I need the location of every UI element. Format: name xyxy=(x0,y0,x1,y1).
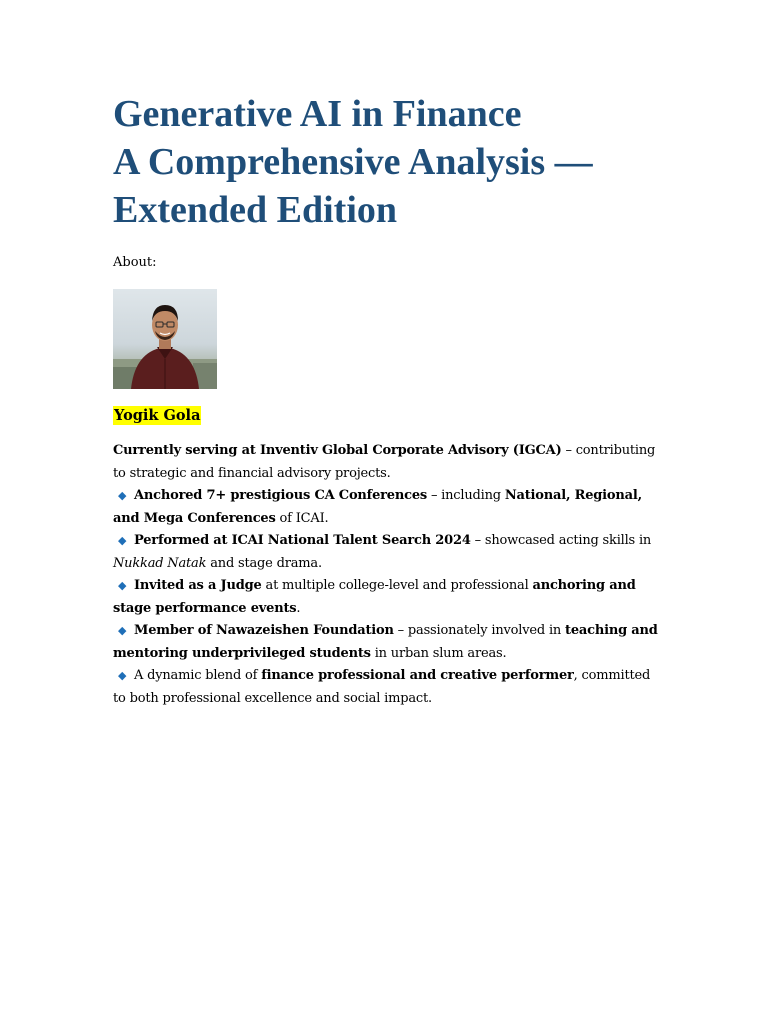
bullet-text-segment: Performed at ICAI National Talent Search 2024 xyxy=(134,533,471,548)
bullet-item xyxy=(113,620,658,665)
diamond-bullet-icon: ◆ xyxy=(118,669,127,682)
intro-paragraph xyxy=(113,440,658,485)
bullet-text-segment: Nukkad Natak xyxy=(113,555,207,571)
title-line-1: Generative AI in Finance xyxy=(113,93,522,135)
bullet-text-segment: in urban slum areas. xyxy=(370,645,507,661)
diamond-bullet-icon: ◆ xyxy=(118,534,127,547)
bullet-text-segment: – showcased acting skills in xyxy=(470,533,652,548)
diamond-bullet-icon: ◆ xyxy=(118,489,127,502)
intro-rest: – contributing to strategic and financial advisory projects. xyxy=(113,443,656,481)
document-content xyxy=(113,90,658,710)
diamond-bullet-icon: ◆ xyxy=(118,579,127,592)
bullet-text-segment: National, Regional, and Mega Conferences xyxy=(113,488,642,526)
bullet-text-segment: finance professional and creative performer xyxy=(261,668,574,683)
person-name: Yogik Gola xyxy=(114,407,201,424)
bullet-text-segment: , committed to both professional excellence and social impact. xyxy=(113,668,651,706)
bullet-item xyxy=(113,665,658,710)
diamond-bullet-icon: ◆ xyxy=(118,624,127,637)
profile-photo xyxy=(113,289,217,389)
about-label: About: xyxy=(113,255,157,270)
portrait-illustration xyxy=(113,289,217,389)
bullet-list xyxy=(113,485,658,710)
bullet-text-segment: Anchored 7+ prestigious CA Conferences xyxy=(134,488,428,503)
bullet-text-segment: of ICAI. xyxy=(275,510,329,526)
document-title xyxy=(113,90,658,234)
bullet-text-segment: and stage drama. xyxy=(206,555,322,571)
bullet-item xyxy=(113,485,658,530)
bullet-item xyxy=(113,530,658,575)
title-line-3: Extended Edition xyxy=(113,189,398,231)
name-wrapper xyxy=(113,405,658,425)
title-line-2: A Comprehensive Analysis — xyxy=(113,141,593,183)
bullet-text-segment: A dynamic blend of xyxy=(134,668,262,683)
intro-bold: Currently serving at Inventiv Global Corporate Advisory (IGCA) xyxy=(113,443,562,458)
bullet-text-segment: anchoring and stage performance events xyxy=(113,578,636,616)
bullet-text-segment: Member of Nawazeishen Foundation xyxy=(134,623,394,638)
bullet-text-segment: at multiple college-level and professional xyxy=(261,578,533,593)
bullet-item xyxy=(113,575,658,620)
bullet-text-segment: teaching and mentoring underprivileged students xyxy=(113,623,658,661)
bullet-text-segment: . xyxy=(296,600,301,616)
bullet-text-segment: – passionately involved in xyxy=(393,623,566,638)
bullet-text-segment: – including xyxy=(427,488,505,503)
bullet-text-segment: Invited as a Judge xyxy=(134,578,262,593)
